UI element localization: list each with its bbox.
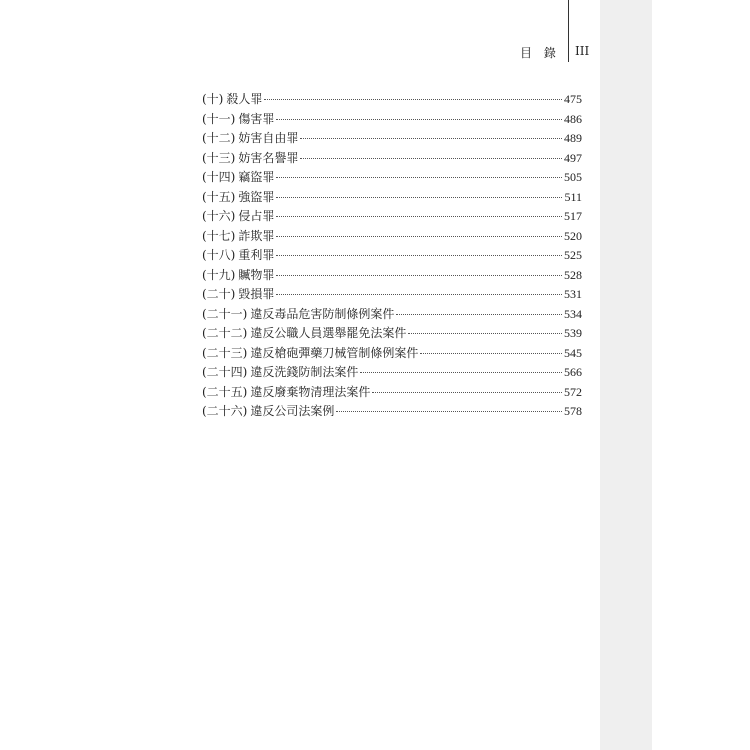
toc-entry-number: (二十) <box>202 287 236 301</box>
dot-leader <box>276 216 562 217</box>
toc-entry-page: 517 <box>564 209 582 223</box>
dot-leader <box>276 294 562 295</box>
toc-entry-page: 539 <box>564 326 582 340</box>
toc-entry-page: 511 <box>564 189 582 204</box>
toc-entry-title: 違反毒品危害防制條例案件 <box>250 306 395 321</box>
dot-leader <box>420 353 562 354</box>
dot-leader <box>276 119 562 120</box>
toc-entry-number: (二十一) <box>202 306 248 321</box>
toc-entry <box>202 285 582 305</box>
toc-entry-title: 傷害罪 <box>238 111 275 126</box>
toc-entry <box>202 363 582 383</box>
dot-leader <box>396 314 562 315</box>
toc-entry-page: 528 <box>564 267 582 282</box>
toc-entry-page: 505 <box>564 170 582 184</box>
dot-leader <box>276 275 562 276</box>
toc-entry-title: 侵占罪 <box>238 209 275 223</box>
toc-entry-title: 贓物罪 <box>238 267 275 282</box>
toc-entry-number: (十四) <box>202 170 236 184</box>
dot-leader <box>372 392 562 393</box>
dot-leader <box>300 138 562 139</box>
dot-leader <box>360 372 562 373</box>
dot-leader <box>408 333 562 334</box>
toc-entry <box>202 149 582 169</box>
toc-entry-number: (十二) <box>202 131 236 145</box>
toc-entry-number: (二十三) <box>202 345 248 360</box>
page-gutter <box>600 0 652 750</box>
dot-leader <box>276 177 562 178</box>
toc-entry <box>202 110 582 130</box>
toc-entry-number: (十八) <box>202 248 236 262</box>
toc-entry <box>202 344 582 364</box>
toc-entry-page: 520 <box>564 228 582 243</box>
toc-entry-title: 違反公司法案例 <box>250 404 335 418</box>
toc-entry <box>202 246 582 266</box>
toc-entry <box>202 227 582 247</box>
table-of-contents <box>202 90 582 422</box>
toc-entry-title: 重利罪 <box>238 248 275 262</box>
toc-entry-title: 違反槍砲彈藥刀械管制條例案件 <box>250 345 419 360</box>
toc-entry-number: (十) <box>202 92 224 106</box>
toc-entry-number: (十三) <box>202 150 236 165</box>
toc-entry-page: 486 <box>564 111 582 126</box>
toc-entry-title: 違反公職人員選舉罷免法案件 <box>250 326 407 340</box>
toc-entry-title: 強盜罪 <box>238 189 275 204</box>
toc-entry-title: 毀損罪 <box>238 287 275 301</box>
toc-entry-number: (二十四) <box>202 365 248 379</box>
toc-entry-page: 545 <box>564 345 582 360</box>
toc-entry <box>202 383 582 403</box>
dot-leader <box>276 197 562 198</box>
dot-leader <box>300 158 562 159</box>
toc-entry-page: 525 <box>564 248 582 262</box>
toc-entry-number: (二十二) <box>202 326 248 340</box>
toc-entry-title: 竊盜罪 <box>238 170 275 184</box>
toc-entry-page: 497 <box>564 150 582 165</box>
toc-entry <box>202 90 582 110</box>
toc-entry-page: 566 <box>564 365 582 379</box>
toc-entry-title: 違反洗錢防制法案件 <box>250 365 359 379</box>
toc-entry <box>202 305 582 325</box>
toc-entry-page: 489 <box>564 131 582 145</box>
toc-entry-title: 詐欺罪 <box>238 228 275 243</box>
toc-entry-page: 572 <box>564 384 582 399</box>
toc-entry-page: 578 <box>564 404 582 418</box>
running-title: 目 錄 <box>520 46 560 60</box>
toc-entry-number: (二十六) <box>202 404 248 418</box>
toc-entry-title: 妨害自由罪 <box>238 131 299 145</box>
toc-entry-number: (十九) <box>202 267 236 282</box>
toc-entry-page: 475 <box>564 92 582 106</box>
toc-entry <box>202 129 582 149</box>
toc-entry-number: (十五) <box>202 189 236 204</box>
toc-entry-page: 534 <box>564 306 582 321</box>
header-rule <box>568 0 569 62</box>
toc-entry-title: 殺人罪 <box>226 92 263 106</box>
dot-leader <box>276 236 562 237</box>
toc-entry-number: (十一) <box>202 111 236 126</box>
toc-entry-number: (十七) <box>202 228 236 243</box>
toc-entry <box>202 168 582 188</box>
page-number: III <box>575 44 590 58</box>
toc-entry <box>202 207 582 227</box>
toc-entry-title: 妨害名譽罪 <box>238 150 299 165</box>
toc-entry <box>202 266 582 286</box>
dot-leader <box>276 255 562 256</box>
dot-leader <box>336 411 562 412</box>
toc-entry-page: 531 <box>564 287 582 301</box>
dot-leader <box>264 99 562 100</box>
toc-entry-number: (二十五) <box>202 384 248 399</box>
toc-entry <box>202 324 582 344</box>
toc-entry-number: (十六) <box>202 209 236 223</box>
toc-entry-title: 違反廢棄物清理法案件 <box>250 384 371 399</box>
toc-entry <box>202 188 582 208</box>
toc-entry <box>202 402 582 422</box>
